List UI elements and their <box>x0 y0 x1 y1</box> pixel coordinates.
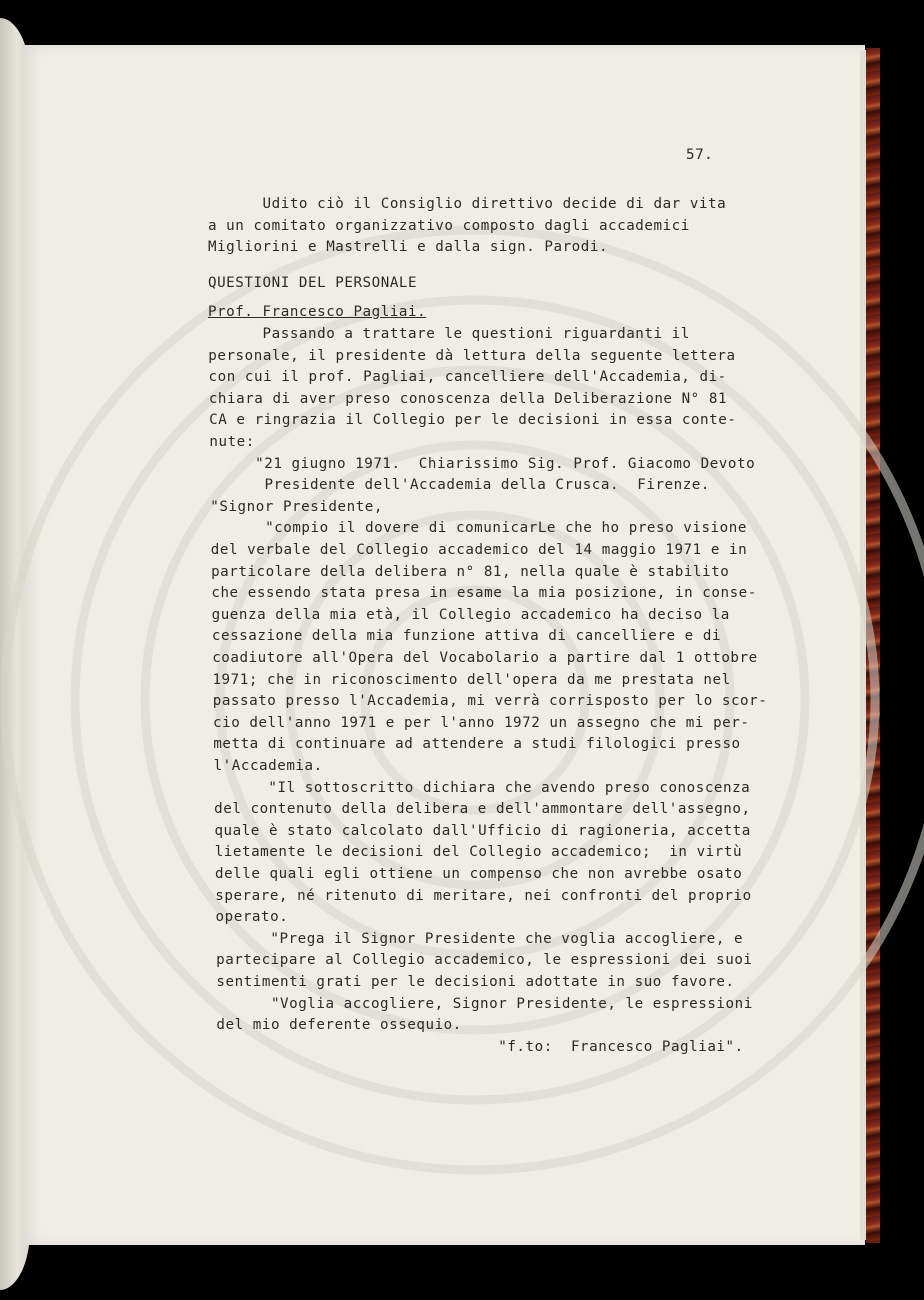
body-line: "compio il dovere di comunicarLe che ho preso visione <box>210 520 747 537</box>
body-line: metta di continuare ad attendere a studi filologici presso <box>213 736 741 753</box>
body-line: nute: <box>209 434 255 450</box>
body-line: guenza della mia età, il Collegio accademico ha deciso la <box>211 606 730 623</box>
body-line: del contenuto della delibera e dell'ammontare dell'assegno, <box>214 801 751 818</box>
body-line: delle quali egli ottiene un compenso che non avrebbe osato <box>215 866 743 882</box>
body-line: Presidente dell'Accademia della Crusca. Firenze. <box>209 477 710 494</box>
body-line: sentimenti grati per le decisioni adottate in suo favore. <box>216 974 735 990</box>
section-heading: QUESTIONI DEL PERSONALE <box>208 275 418 291</box>
body-line: "f.to: Francesco Pagliai". <box>216 1038 744 1055</box>
body-line: Passando a trattare le questioni riguardanti il <box>208 326 690 342</box>
body-line: "Voglia accogliere, Signor Presidente, le espressioni <box>216 995 753 1012</box>
subheading: Prof. Francesco Pagliai. <box>208 304 427 320</box>
body-line: cio dell'anno 1971 e per l'anno 1972 un assegno che mi per- <box>213 714 750 731</box>
body-line: con cui il prof. Pagliai, cancelliere dell'Accademia, di- <box>208 369 727 386</box>
body-line: "Prega il Signor Presidente che voglia accogliere, e <box>215 930 744 947</box>
body-line: CA e ringrazia il Collegio per le decisioni in essa conte- <box>209 412 737 429</box>
text-line: a un comitato organizzativo composto dagli accademici <box>208 218 690 234</box>
body-line: personale, il presidente dà lettura della seguente lettera <box>208 347 736 364</box>
page-number: 57. <box>686 147 714 163</box>
body-line: lietamente le decisioni del Collegio accademico; in virtù <box>214 844 743 861</box>
body-line: partecipare al Collegio accademico, le espressioni dei suoi <box>216 952 753 969</box>
body-line: del verbale del Collegio accademico del 14 maggio 1971 e in <box>210 542 748 558</box>
body-line: 1971; che in riconoscimento dell'opera da me prestata nel <box>212 671 731 688</box>
body-line: "Signor Presidente, <box>210 498 383 515</box>
text-line: Migliorini e Mastrelli e dalla sign. Parodi. <box>208 239 609 255</box>
book-cover-edge <box>866 48 880 1243</box>
body-line: coadiutore all'Opera del Vocabolario a partire dal 1 ottobre <box>212 650 758 666</box>
body-line: l'Accademia. <box>213 758 323 774</box>
body-line: passato presso l'Accademia, mi verrà corrisposto per lo scor- <box>212 693 768 710</box>
body-line: chiara di aver preso conoscenza della Deliberazione N° 81 <box>208 390 728 407</box>
body-line: "21 giugno 1971. Chiarissimo Sig. Prof. Giacomo Devoto <box>209 455 756 472</box>
body-line: sperare, né ritenuto di meritare, nei confronti del proprio <box>215 887 752 904</box>
body-line: particolare della delibera n° 81, nella quale è stabilito <box>211 563 730 580</box>
body-line: "Il sottoscritto dichiara che avendo preso conoscenza <box>213 779 751 796</box>
text-line: Udito ciò il Consiglio direttivo decide di dar vita <box>208 196 727 212</box>
body-line: cessazione della mia funzione attiva di cancelliere e di <box>211 628 722 645</box>
body-line: che essendo stata presa in esame la mia posizione, in conse- <box>211 585 757 602</box>
body-line: quale è stato calcolato dall'Ufficio di ragioneria, accetta <box>214 822 751 839</box>
body-line: del mio deferente ossequio. <box>216 1017 462 1034</box>
body-line: operato. <box>215 909 289 926</box>
